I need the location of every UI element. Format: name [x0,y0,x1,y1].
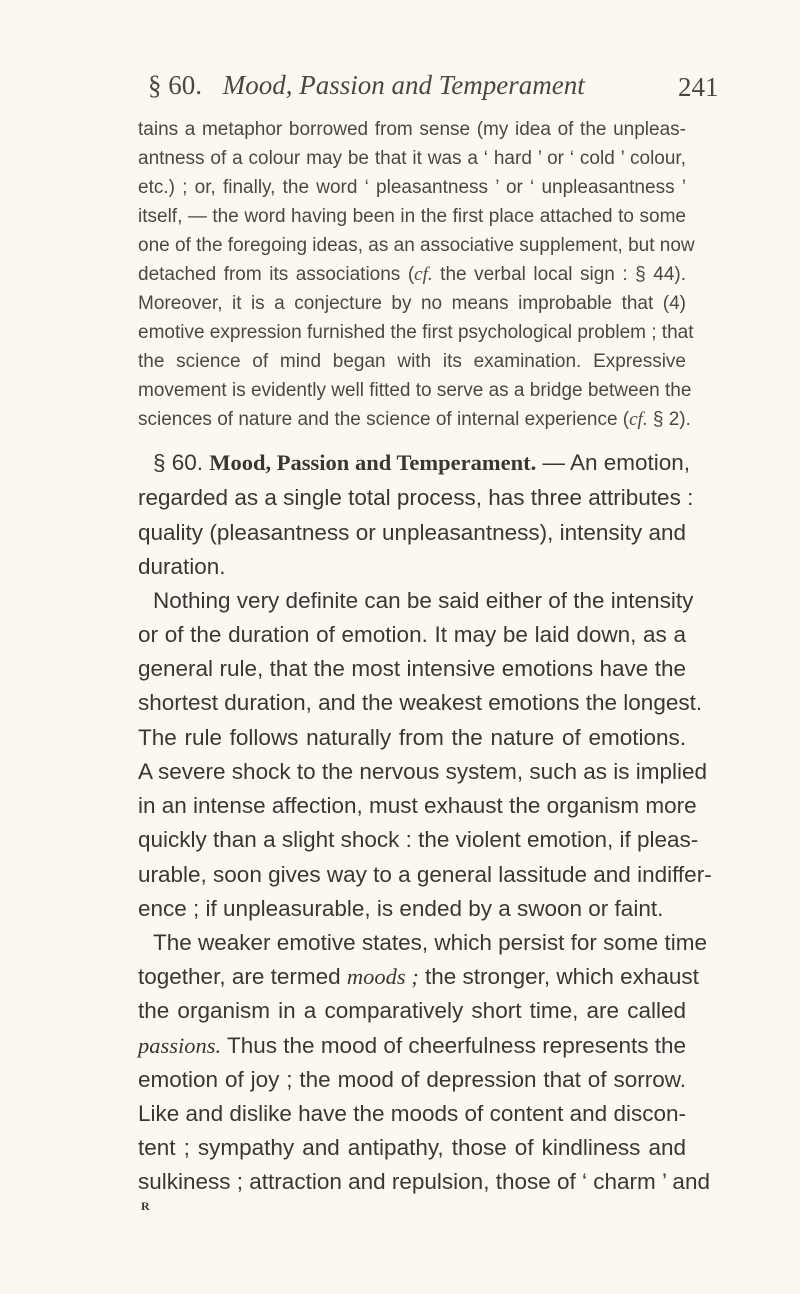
text-line: general rule, that the most intensive emotions have the [138,656,686,681]
text-line: Nothing very definite can be said either of the intensity [153,588,694,613]
text-line: tent ; sympathy and antipathy, those of kindliness and [138,1135,686,1160]
text-line: sulkiness ; attraction and repulsion, those of ‘ charm ’ and [138,1169,710,1194]
text-line: shortest duration, and the weakest emotions the longest. [138,690,703,715]
text-line: duration. [138,554,226,579]
text-line: Like and dislike have the moods of content and discon- [138,1101,686,1126]
text-line: regarded as a single total process, has three attributes : [138,485,694,510]
text-run: the verbal local sign : § 44). [432,264,686,285]
text-line: ence ; if unpleasurable, is ended by a swoon or faint. [138,896,664,921]
printer-signature: R [141,1199,150,1213]
text-line: antness of a colour may be that it was a ‘ hard ’ or ‘ cold ’ colour, [138,148,686,169]
text-run: sciences of nature and the science of internal experience ( [138,409,630,430]
text-run: § 2). [647,409,691,430]
text-line: emotion of joy ; the mood of depression that of sorrow. [138,1067,686,1092]
section-heading: Mood, Passion and Temperament. [209,450,537,475]
section-number: § 60. [148,70,202,100]
text-line: quickly than a slight shock : the violent emotion, if pleas- [138,827,699,852]
text-run: Thus the mood of cheerfulness represents the [227,1033,687,1058]
italic-run: cf. [629,409,648,430]
text-line: the organism in a comparatively short time, are called [138,998,686,1023]
italic-run: moods ; [346,964,419,989]
text-line: one of the foregoing ideas, as an associative supplement, but now [138,235,695,256]
italic-run: cf. [414,264,433,285]
text-line: the science of mind began with its examination. Expressive [138,351,686,372]
text-line: A severe shock to the nervous system, such as is implied [138,759,708,784]
text-line [138,960,699,994]
text-run: together, are termed [138,964,341,989]
text-run: the stronger, which exhaust [418,964,699,989]
text-line: in an intense affection, must exhaust the organism more [138,793,697,818]
text-run: detached from its associations ( [138,264,415,285]
text-line: quality (pleasantness or unpleasantness), intensity and [138,520,686,545]
text-line: Moreover, it is a conjecture by no means improbable that (4) [138,293,686,314]
chapter-title: Mood, Passion and Temperament [222,70,585,100]
text-line [138,1029,686,1063]
text-line: urable, soon gives way to a general lassitude and indiffer- [138,862,712,887]
page-number: 241 [678,72,719,102]
text-run: § 60. [153,450,210,475]
text-run: — An emotion, [536,450,691,475]
text-line: The rule follows naturally from the nature of emotions. [138,725,686,750]
text-line: or of the duration of emotion. It may be laid down, as a [138,622,686,647]
text-line [138,406,691,434]
section-heading-line [138,446,691,480]
text-line [138,261,686,289]
italic-run: passions. [138,1033,222,1058]
text-line: emotive expression furnished the first psychological problem ; that [138,322,694,343]
text-line: tains a metaphor borrowed from sense (my idea of the unpleas- [138,119,686,140]
text-line: etc.) ; or, finally, the word ‘ pleasantness ’ or ‘ unpleasantness ’ [138,177,686,198]
text-line: itself, — the word having been in the first place attached to some [138,206,686,227]
text-line: movement is evidently well fitted to serve as a bridge between the [138,380,692,401]
running-head [148,70,719,110]
text-line: The weaker emotive states, which persist for some time [153,930,707,955]
